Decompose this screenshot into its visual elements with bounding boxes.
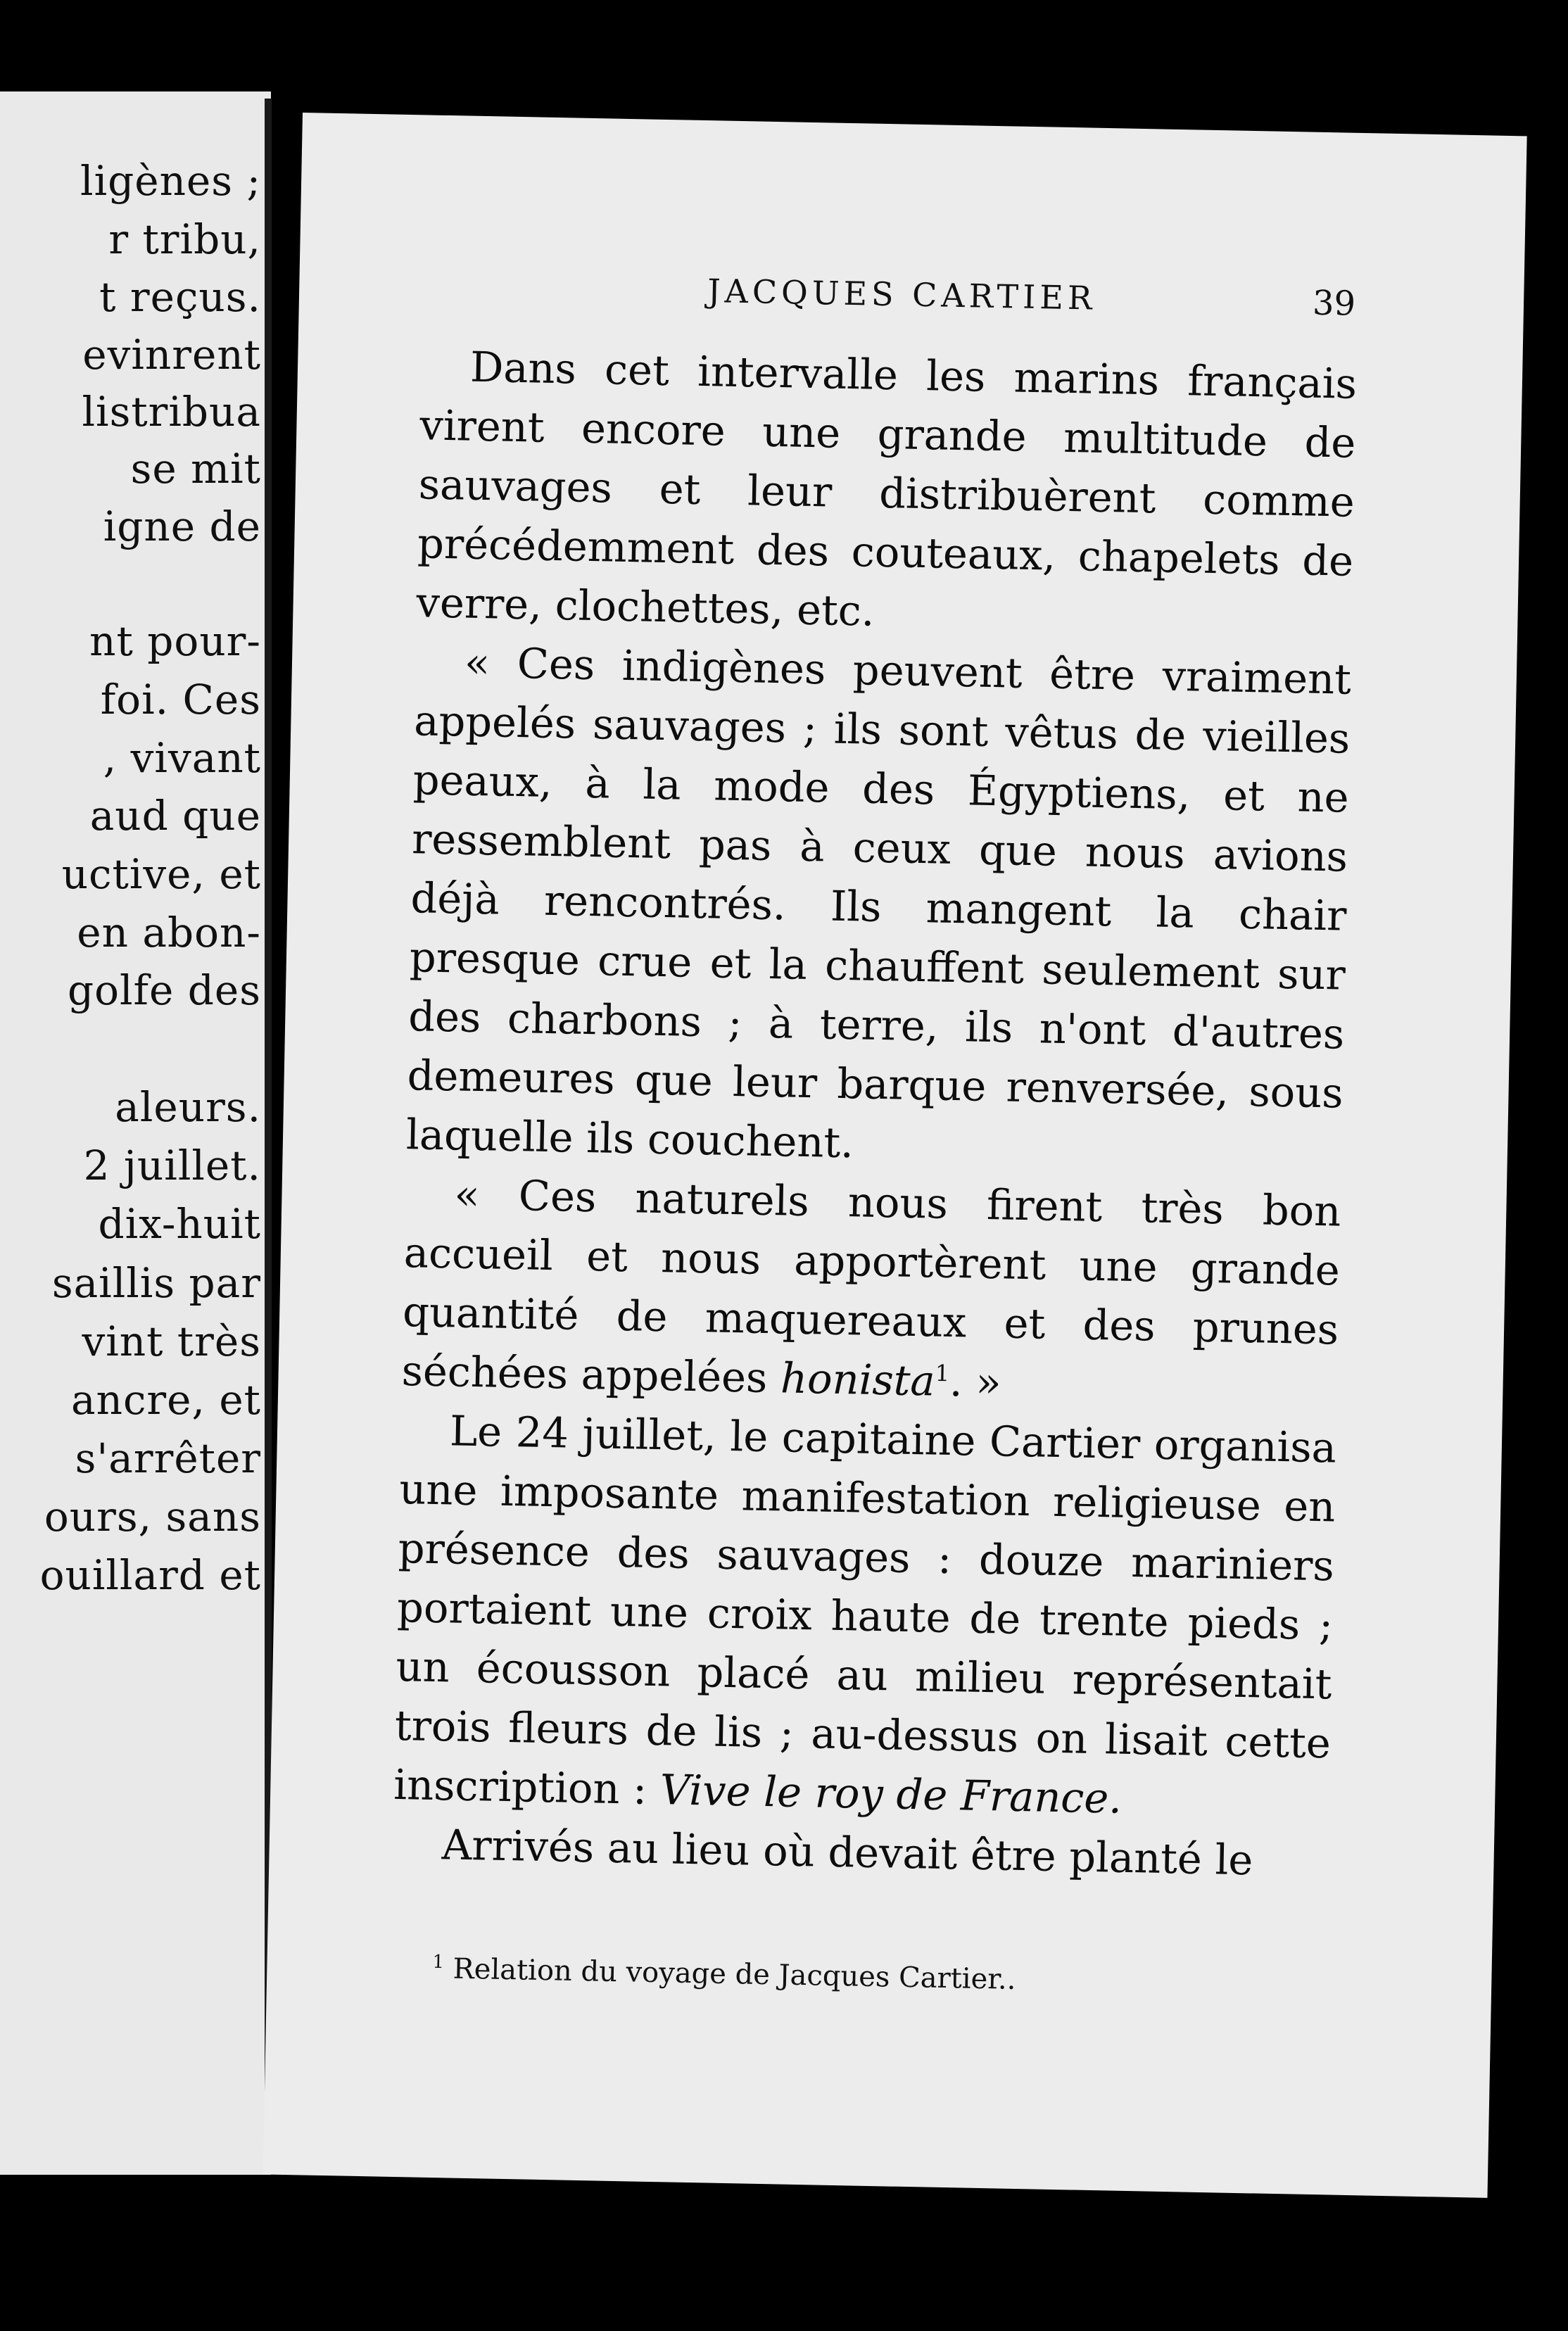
body-text <box>392 336 1358 1891</box>
left-line: s'arrêter <box>75 1434 261 1482</box>
closing-quote: . » <box>949 1356 1002 1407</box>
left-line: evinrent <box>82 331 261 379</box>
left-line: igne de <box>103 503 261 550</box>
paragraph-text: « Ces naturels nous firent très bon accueil et nous apportèrent une grande quantité de maquereaux et des prunes séchées appelées <box>401 1170 1341 1403</box>
left-line: ouillard et <box>39 1551 261 1599</box>
footnote-text: Relation du voyage de Jacques Cartier.. <box>453 1952 1016 1996</box>
left-line: en abon- <box>77 909 261 956</box>
footnote-mark: 1 <box>432 1951 445 1973</box>
paragraph <box>393 1401 1337 1832</box>
paragraph <box>401 1164 1341 1418</box>
paragraph: « Ces indigènes peuvent être vraiment appelés sauvages ; ils sont vêtus de vieilles peaux, à la mode des Égyptiens, et ne ressemblent pas à ceux que nous avions déjà rencontrés. Ils mangent la chair presque crue et la chauffent seulement sur des charbons ; à terre, ils n'ont d'autres demeures que leur barque renversée, sous laquelle ils couchent. <box>405 638 1352 1168</box>
paragraph: Arrivés au lieu où devait être planté le <box>441 1820 1254 1885</box>
left-page <box>0 91 271 2175</box>
left-line: , vivant <box>103 734 261 782</box>
inscription-text: Vive le roy de France. <box>659 1765 1123 1823</box>
left-line: ours, sans <box>44 1493 261 1541</box>
left-line: aud que <box>89 792 261 840</box>
page-header <box>299 264 1524 336</box>
italic-word: honista <box>780 1353 936 1405</box>
left-line: 2 juillet. <box>83 1142 261 1189</box>
right-page <box>263 113 1527 2198</box>
left-line: uctive, et <box>61 850 261 898</box>
left-line: vint très <box>82 1318 261 1365</box>
left-line: dix-huit <box>98 1200 261 1248</box>
running-head: JACQUES CARTIER <box>707 272 1097 317</box>
left-line: se mit <box>130 445 261 493</box>
left-line: nt pour- <box>89 617 261 665</box>
page-number: 39 <box>1312 283 1356 324</box>
left-line: ligènes ; <box>80 157 261 205</box>
left-line: r tribu, <box>108 215 261 263</box>
left-line: ancre, et <box>71 1376 261 1424</box>
left-line: listribua <box>82 388 261 436</box>
left-line: golfe des <box>67 966 261 1014</box>
left-line: aleurs. <box>115 1083 261 1131</box>
footnote-mark: 1 <box>935 1359 950 1387</box>
left-line: t reçus. <box>99 273 261 321</box>
footnote <box>432 1952 1277 2001</box>
paragraph-text: Le 24 juillet, le capitaine Cartier organisa une imposante manifestation religieuse en présence des sauvages : douze mariniers portaient une croix haute de trente pieds ; un écousson placé au milieu représentait trois fleurs de lis ; au-dessus on lisait cette inscription : <box>393 1406 1337 1814</box>
paragraph: Dans cet intervalle les marins français virent encore une grande multitude de sauvages et leur distribuèrent comme précédemment des couteaux, chapelets de verre, clochettes, etc. <box>416 342 1358 636</box>
left-line: foi. Ces <box>100 676 261 724</box>
left-line: saillis par <box>51 1259 261 1307</box>
